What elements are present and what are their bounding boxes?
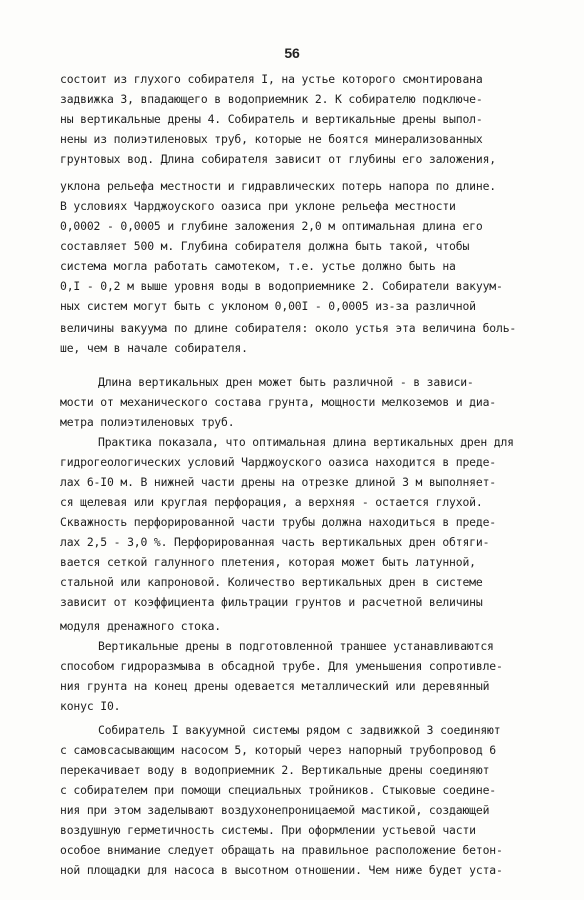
text-line: вается сеткой галунного плетения, которая может быть латунной, (60, 555, 476, 569)
text-line: Длина вертикальных дрен может быть различной - в зависи- (98, 375, 474, 389)
text-line: грунтовых вод. Длина собирателя зависит от глубины его заложения, (60, 152, 497, 166)
text-line: Практика показала, что оптимальная длина вертикальных дрен для (98, 435, 514, 449)
text-line: уклона рельефа местности и гидравлических потерь напора по длине. (60, 179, 497, 193)
text-line: с собирателем при помощи специальных тройников. Стыковые соедине- (60, 783, 497, 797)
text-line: Вертикальные дрены в подготовленной траншее устанавливаются (98, 639, 494, 653)
text-line: задвижка 3, впадающего в водоприемник 2. К собирателю подключе- (60, 92, 483, 106)
text-line: конус I0. (60, 699, 121, 713)
text-line: составляет 500 м. Глубина собирателя должна быть такой, чтобы (60, 239, 470, 253)
text-line: ше, чем в начале собирателя. (60, 341, 248, 355)
text-line: стальной или капроновой. Количество вертикальных дрен в системе (60, 575, 483, 589)
text-line: 0,0002 - 0,0005 и глубине заложения 2,0 м оптимальная длина его (60, 219, 483, 233)
text-line: перекачивает воду в водоприемник 2. Вертикальные дрены соединяют (60, 763, 490, 777)
text-line: модуля дренажного стока. (60, 619, 221, 633)
text-line: система могла работать самотеком, т.е. устье должно быть на (60, 259, 456, 273)
text-line: В условиях Чарджоуского оазиса при уклоне рельефа местности (60, 199, 456, 213)
text-line: ся щелевая или круглая перфорация, а верхняя - остается глухой. (60, 495, 483, 509)
text-line: лах 6-I0 м. В нижней части дрены на отрезке длиной 3 м выполняет- (60, 475, 497, 489)
text-line: ны вертикальные дрены 4. Собиратель и вертикальные дрены выпол- (60, 112, 483, 126)
text-line: величины вакуума по длине собирателя: около устья эта величина боль- (60, 321, 517, 335)
text-line: состоит из глухого собирателя I, на устье которого смонтирована (60, 72, 483, 86)
text-line: Собиратель I вакуумной системы рядом с задвижкой 3 соединяют (98, 723, 501, 737)
text-line: мости от механического состава грунта, мощности мелкоземов и диа- (60, 395, 497, 409)
text-line: ной площадки для насоса в высотном отношении. Чем ниже будет уста- (60, 863, 503, 877)
text-line: зависит от коэффициента фильтрации грунтов и расчетной величины (60, 595, 483, 609)
text-line: лах 2,5 - 3,0 %. Перфорированная часть вертикальных дрен обтяги- (60, 535, 490, 549)
text-line: метра полиэтиленовых труб. (60, 415, 235, 429)
page-number: 56 (284, 45, 300, 61)
text-line: ных систем могут быть с уклоном 0,00I - 0,0005 из-за различной (60, 299, 476, 313)
text-line: ния при этом заделывают воздухонепроницаемой мастикой, создающей (60, 803, 490, 817)
text-line: 0,I - 0,2 м выше уровня воды в водоприемнике 2. Собиратели вакуум- (60, 279, 503, 293)
text-line: нены из полиэтиленовых труб, которые не боятся минерализованных (60, 132, 483, 146)
text-line: особое внимание следует обращать на правильное расположение бетон- (60, 843, 503, 857)
text-line: гидрогеологических условий Чарджоуского оазиса находится в преде- (60, 455, 497, 469)
text-line: ния грунта на конец дрены одевается металлический или деревянный (60, 679, 490, 693)
text-line: Скважность перфорированной части трубы должна находиться в преде- (60, 515, 497, 529)
text-line: воздушную герметичность системы. При оформлении устьевой части (60, 823, 476, 837)
text-line: способом гидроразмыва в обсадной трубе. Для уменьшения сопротивле- (60, 659, 503, 673)
text-line: с самовсасывающим насосом 5, который через напорный трубопровод 6 (60, 743, 497, 757)
